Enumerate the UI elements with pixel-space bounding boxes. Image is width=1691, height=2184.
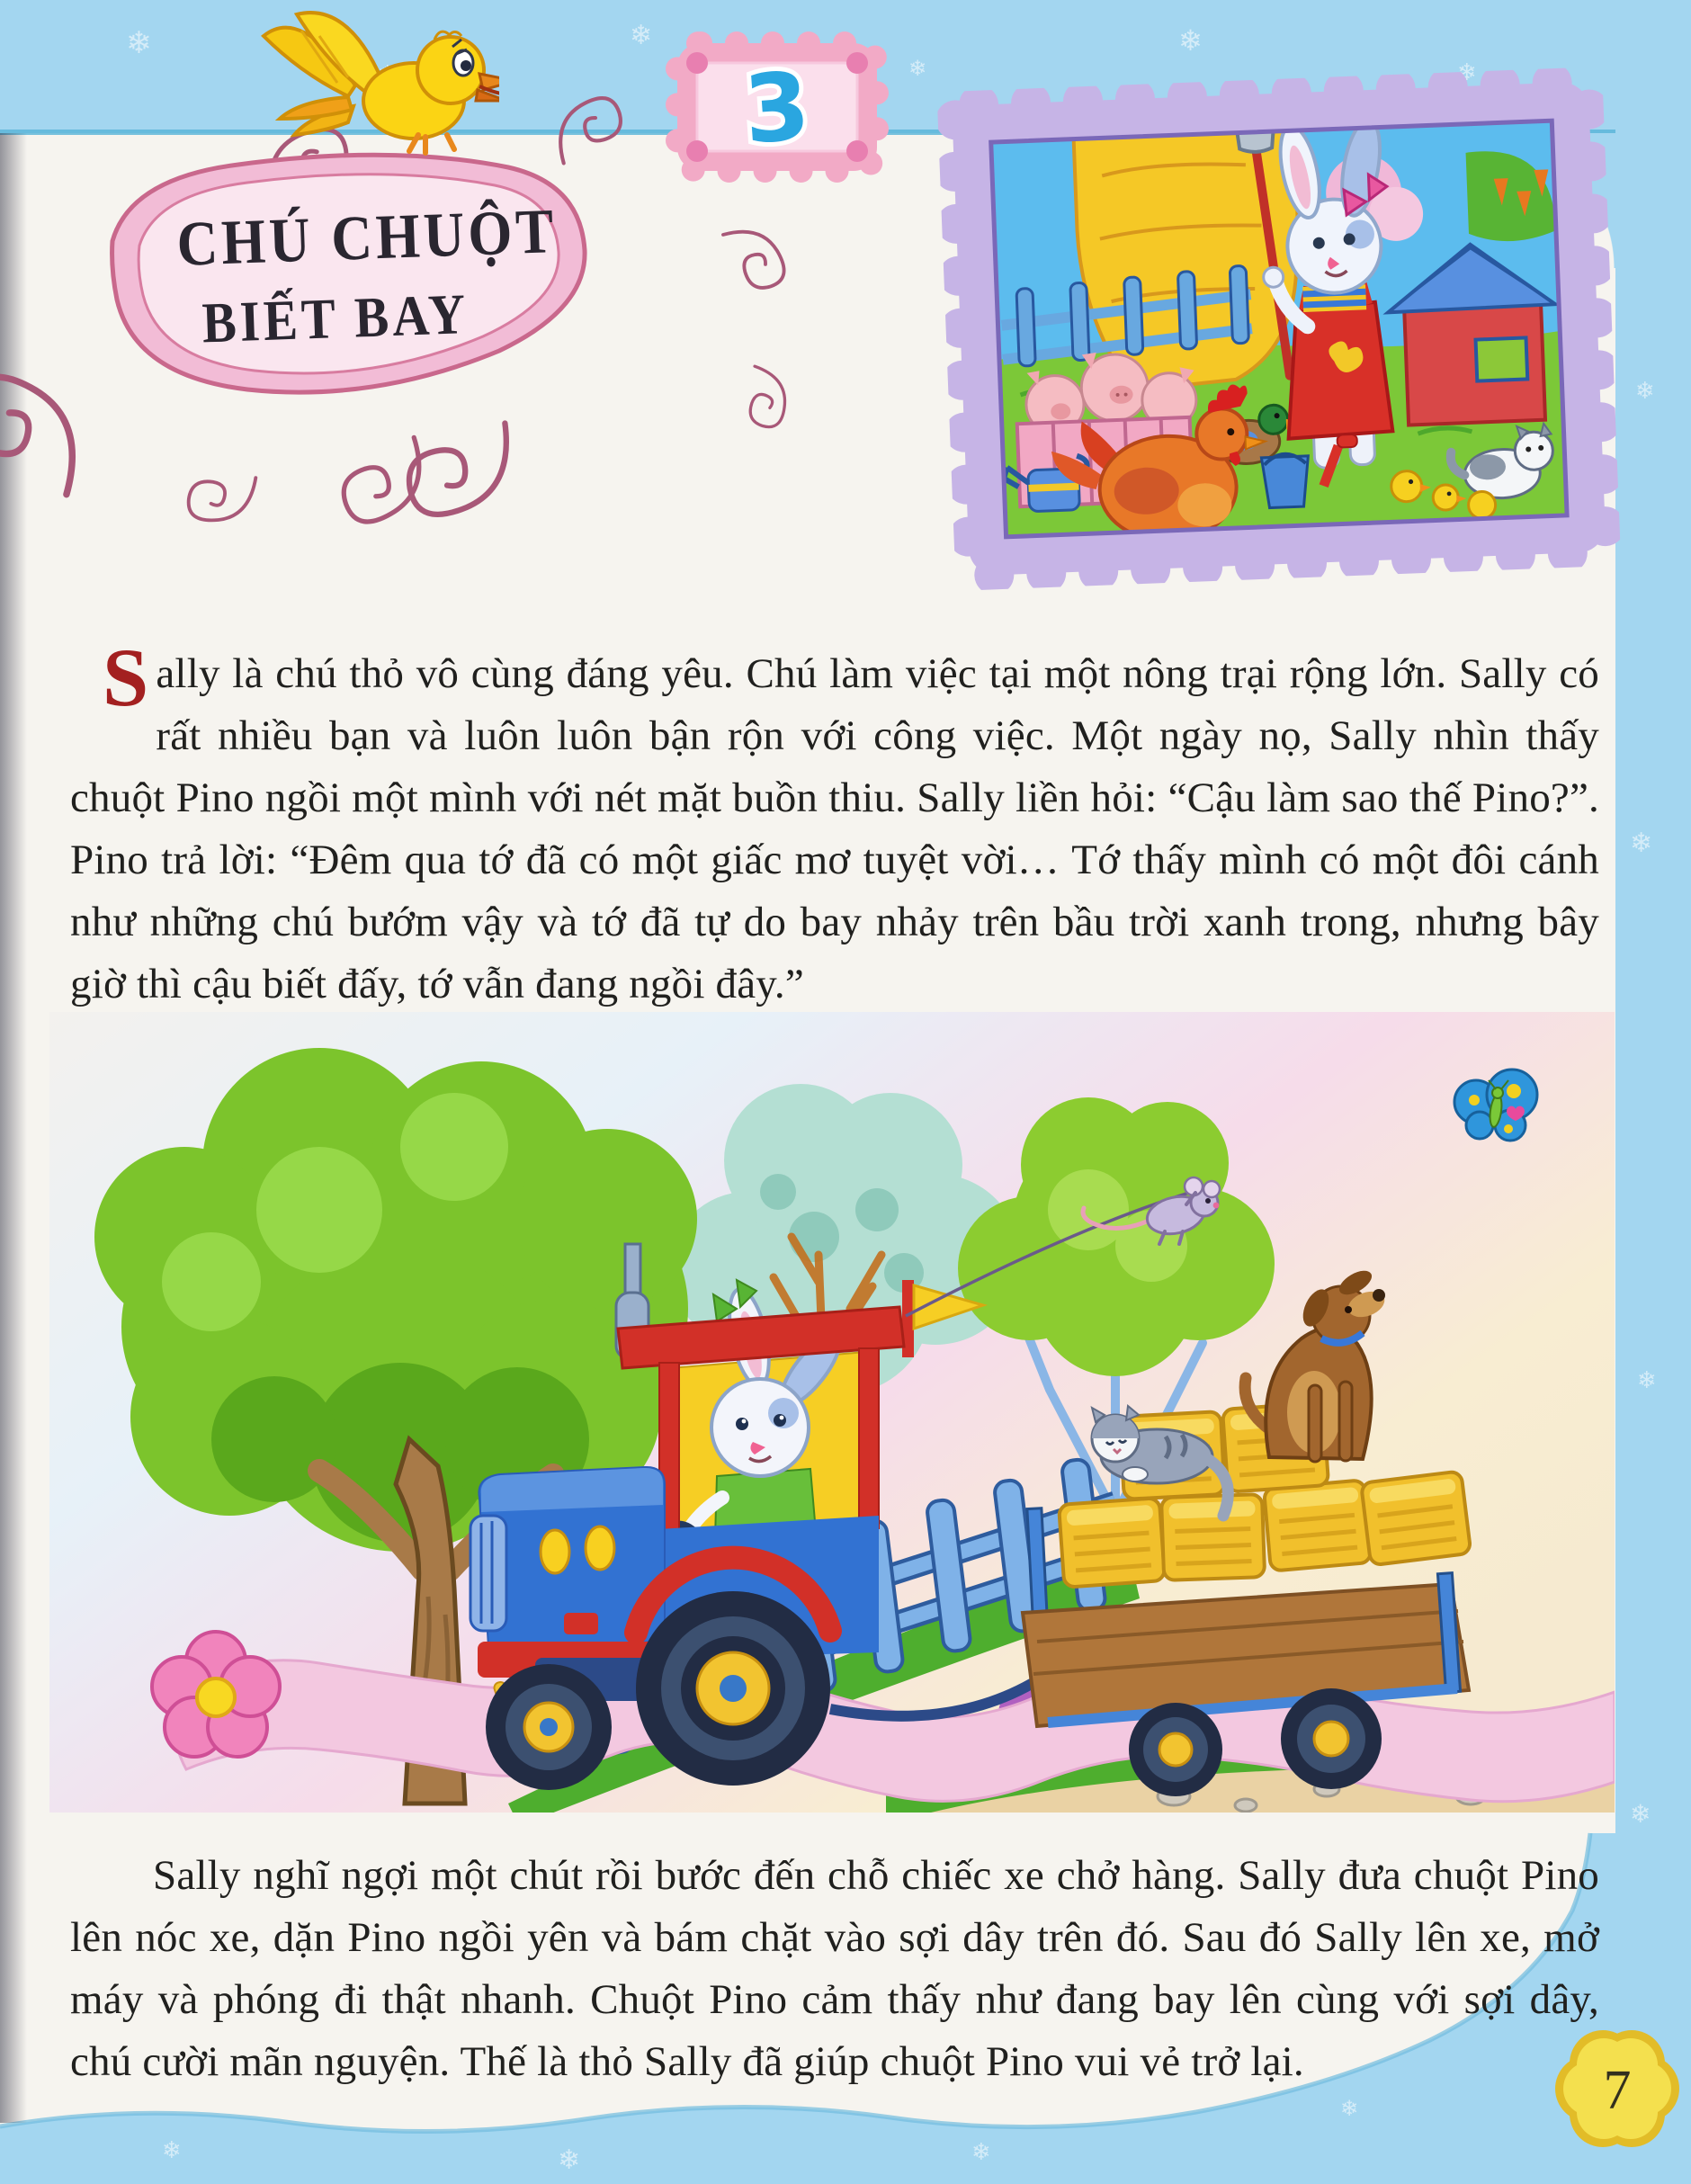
snowflake-icon: ❄ bbox=[1630, 828, 1653, 859]
snowflake-icon: ❄ bbox=[1340, 2096, 1359, 2121]
story-number-badge bbox=[661, 27, 895, 189]
story-paragraph-2: Sally nghĩ ngợi một chút rồi bước đến chỗ chiếc xe chở hàng. Sally đưa chuột Pino lên nóc xe, dặn Pino ngồi yên và bám chặt vào sợi dây trên đó. Sau đó Sally lên xe, mở máy và phóng đi thật nhanh. Chuột Pino cảm thấy như đang bay lên cùng với sợi dây, chú cười mãn nguyện. Thế là thỏ Sally đã giúp chuột Pino vui vẻ trở lại. bbox=[70, 1852, 1599, 2085]
snowflake-icon: ❄ bbox=[1637, 1367, 1657, 1394]
rear-wheel bbox=[636, 1591, 830, 1786]
farm-scene bbox=[990, 104, 1568, 547]
dropcap-letter: S bbox=[103, 631, 149, 723]
snowflake-icon: ❄ bbox=[1635, 378, 1655, 405]
snowflake-icon: ❄ bbox=[126, 25, 152, 61]
snowflake-icon: ❄ bbox=[558, 2144, 581, 2176]
story-paragraph-1-text: ally là chú thỏ vô cùng đáng yêu. Chú làm việc tại một nông trại rộng lớn. Sally có rất nhiều bạn và luôn luôn bận rộn với công việc. Một ngày nọ, Sally nhìn thấy chuột Pino ngồi một mình với nét mặt buồn thiu. Sally liền hỏi: “Cậu làm sao thế Pino?”. Pino trả lời: “Đêm qua tớ đã có một giấc mơ tuyệt vời… Tớ thấy mình có một đôi cánh như những chú bướm vậy và tớ đã tự do bay nhảy trên bầu trời xanh trong, nhưng bây giờ thì cậu biết đấy, tớ vẫn đang ngồi đây.” bbox=[70, 650, 1599, 1007]
story-number: 3 bbox=[740, 50, 814, 166]
page-number-badge bbox=[1554, 2026, 1680, 2152]
header-illustration bbox=[937, 67, 1622, 595]
snowflake-icon: ❄ bbox=[971, 2139, 991, 2166]
chick-mascot-illustration bbox=[247, 0, 499, 157]
front-wheel bbox=[486, 1664, 612, 1790]
tractor-illustration bbox=[49, 1012, 1615, 1813]
snowflake-icon: ❄ bbox=[908, 56, 927, 81]
snowflake-icon: ❄ bbox=[1457, 59, 1477, 86]
snowflake-icon: ❄ bbox=[1178, 23, 1203, 58]
page-number: 7 bbox=[1603, 2060, 1632, 2121]
story-title-line1: CHÚ CHUỘT bbox=[175, 195, 559, 280]
story-title-line2: BIẾT BAY bbox=[201, 282, 470, 355]
snowflake-icon: ❄ bbox=[630, 20, 653, 51]
snowflake-icon: ❄ bbox=[1630, 1799, 1651, 1829]
story-paragraph-1 bbox=[70, 631, 1599, 1016]
snowflake-icon: ❄ bbox=[162, 2137, 182, 2164]
